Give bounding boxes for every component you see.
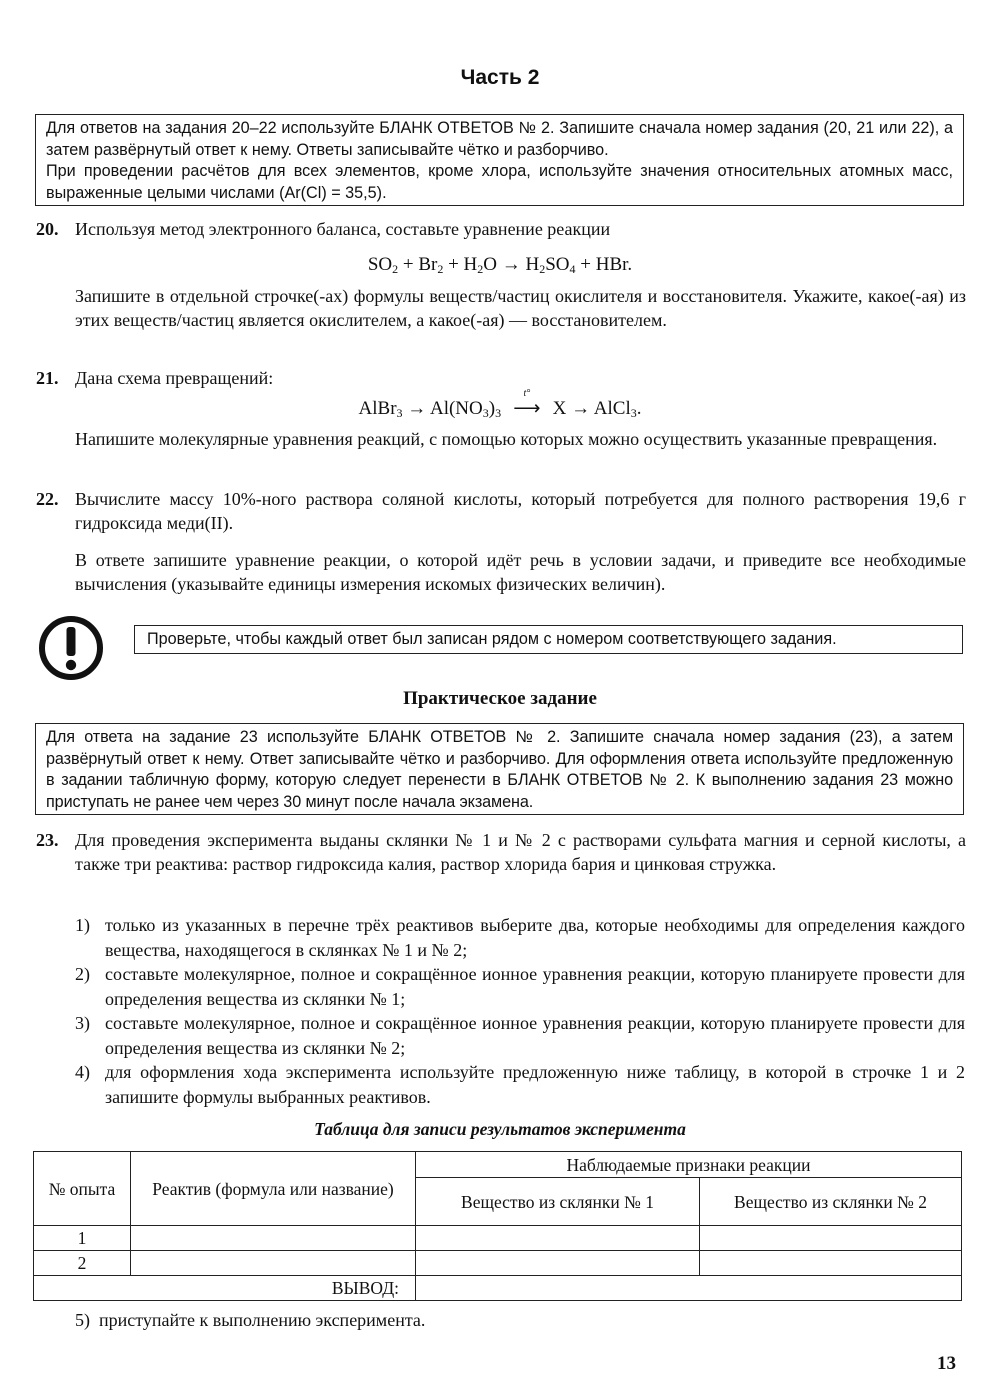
task-22 (36, 487, 966, 535)
task-20 (36, 217, 966, 241)
practical-instructions-box (35, 723, 964, 815)
task-text: Дана схема превращений: (75, 368, 274, 388)
col-header-no: № опыта (34, 1152, 131, 1226)
page-title: Часть 2 (460, 66, 540, 89)
instructions-line1: Для ответов на задания 20–22 используйте БЛАНК ОТВЕТОВ № 2. Запишите сначала номер задания (20, 21 или 22), а затем развёрнутый ответ к нему. Ответы записывайте чётко и разборчиво. (46, 119, 953, 159)
instructions-box (35, 114, 964, 206)
table-title: Таблица для записи результатов эксперимента (314, 1119, 686, 1139)
task-text: Напишите молекулярные уравнения реакций, с помощью которых можно осуществить указанные превращения. (75, 429, 938, 449)
task-23 (36, 828, 966, 876)
task-20-instructions (36, 284, 966, 332)
table-cell (416, 1226, 700, 1251)
practical-instructions-text: Для ответа на задание 23 используйте БЛАНК ОТВЕТОВ № 2. Запишите сначала номер задания (23), а затем развёрнутый ответ к нему. Ответ записывайте чётко и разборчиво. Для оформления ответа используйте предложенную в задании табличную форму, которую следует перенести в БЛАНК ОТВЕТОВ № 2. К выполнению задания 23 можно приступать не ранее чем через 30 минут после начала экзамена. (46, 728, 953, 811)
list-item: 1) только из указанных в перечне трёх реактивов выберите два, которые необходимы для определения каждого вещества, находящегося в склянках № 1 и № 2; (75, 915, 965, 960)
task-text: Запишите в отдельной строчке(-ах) формулы веществ/частиц окислителя и восстановителя. Укажите, какое(-ая) из этих веществ/частиц является окислителем, а какое(-ая) — восстановителем. (75, 286, 966, 330)
task-text: В ответе запишите уравнение реакции, о которой идёт речь в условии задачи, и приведите все необходимые вычисления (указывайте единицы измерения искомых физических величин). (75, 550, 966, 594)
task-23-step-5: 5) приступайте к выполнению эксперимента. (75, 1310, 426, 1330)
table-cell (416, 1251, 700, 1276)
conclusion-cell (416, 1276, 962, 1301)
conclusion-label: ВЫВОД: (34, 1276, 416, 1301)
arrow-with-heat: t° ⟶ (513, 388, 541, 419)
row-number: 2 (34, 1251, 131, 1276)
task-22-instructions (36, 548, 966, 596)
task-21-formula: AlBr$_3$ → $Al(NO_3)_3$ t° ⟶ X → AlCl$_3$. (358, 388, 642, 420)
col-header-flask2: Вещество из склянки № 2 (700, 1178, 962, 1226)
table-cell (131, 1251, 416, 1276)
task-text: Используя метод электронного баланса, составьте уравнение реакции (75, 219, 611, 239)
warning-box: Проверьте, чтобы каждый ответ был записан рядом с номером соответствующего задания. (134, 625, 963, 654)
list-item: 2) составьте молекулярное, полное и сокращённое ионное уравнения реакции, которую планируете провести для определения вещества из склянки № 1; (75, 964, 965, 1009)
row-number: 1 (34, 1226, 131, 1251)
instructions-line2: При проведении расчётов для всех элементов, кроме хлора, используйте значения относительных атомных масс, выраженные целыми числами (Ar(Cl) = 35,5). (46, 162, 953, 202)
table-cell (131, 1226, 416, 1251)
task-21-instructions (36, 427, 966, 451)
task-number: 23. (36, 830, 59, 850)
col-header-signs: Наблюдаемые признаки реакции (416, 1152, 962, 1178)
practical-title: Практическое задание (403, 688, 597, 709)
task-number: 22. (36, 489, 59, 509)
list-item: 3) составьте молекулярное, полное и сокращённое ионное уравнения реакции, которую планируете провести для определения вещества из склянки № 2; (75, 1013, 965, 1058)
col-header-flask1: Вещество из склянки № 1 (416, 1178, 700, 1226)
task-number: 20. (36, 219, 59, 239)
table-cell (700, 1251, 962, 1276)
task-number: 21. (36, 368, 59, 388)
table-row (34, 1251, 962, 1276)
task-text: Вычислите массу 10%-ного раствора соляной кислоты, который потребуется для полного растворения 19,6 г гидроксида меди(II). (75, 489, 966, 533)
task-23-steps (75, 913, 965, 1109)
task-text: Для проведения эксперимента выданы склянки № 1 и № 2 с растворами сульфата магния и серной кислоты, а также три реактива: раствор гидроксида калия, раствор хлорида бария и цинковая стружка. (75, 830, 966, 874)
col-header-reagent: Реактив (формула или название) (131, 1152, 416, 1226)
table-row (34, 1276, 962, 1301)
page-number: 13 (937, 1353, 956, 1374)
exclamation-circle-icon (37, 614, 105, 682)
table-row (34, 1226, 962, 1251)
task-21 (36, 366, 966, 390)
list-item: 4) для оформления хода эксперимента используйте предложенную ниже таблицу, в которой в строчке 1 и 2 запишите формулы выбранных реактивов. (75, 1062, 965, 1107)
results-table (33, 1151, 962, 1301)
table-cell (700, 1226, 962, 1251)
task-20-formula: $SO_2 + Br_2 + H_2O \to H_2SO_4$ + HBr. (367, 254, 633, 276)
